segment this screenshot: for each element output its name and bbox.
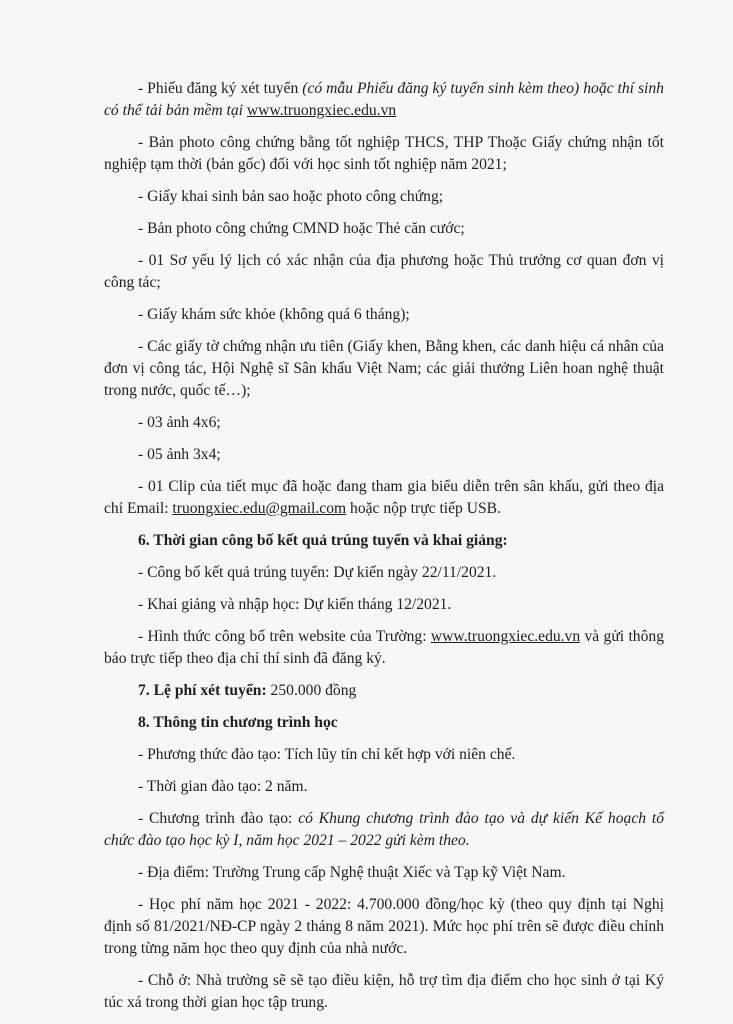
paragraph-priority-docs: - Các giấy tờ chứng nhận ưu tiên (Giấy khen, Bằng khen, các danh hiệu cá nhân của đơn vị công tác, Hội Nghệ sĩ Sân khấu Việt Nam; các giải thưởng Liên hoan nghệ thuật trong nước, quốc tế…); — [104, 338, 664, 399]
text-run: hoặc nộp trực tiếp USB. — [346, 500, 501, 517]
paragraph-photos-4x6: - 03 ảnh 4x6; — [138, 414, 221, 431]
paragraph-registration-form — [104, 78, 664, 122]
paragraph-tuition: - Học phí năm học 2021 - 2022: 4.700.000 đồng/học kỳ (theo quy định tại Nghị định số 81/2021/NĐ-CP ngày 2 tháng 8 năm 2021). Mức học phí trên sẽ được điều chỉnh trong từng năm học theo quy định của nhà nước. — [104, 896, 664, 957]
paragraph-id-card: - Bản photo công chứng CMND hoặc Thẻ căn cước; — [138, 220, 465, 237]
paragraph-training-method: - Phương thức đào tạo: Tích lũy tín chỉ kết hợp với niên chế. — [138, 746, 516, 763]
text-run: - Hình thức công bố trên website của Trường: — [138, 628, 431, 645]
paragraph-diploma-copy: - Bản photo công chứng bằng tốt nghiệp THCS, THP Thoặc Giấy chứng nhận tốt nghiệp tạm thời (bản gốc) đối với học sinh tốt nghiệp năm 2021; — [104, 134, 664, 173]
paragraph-training-duration: - Thời gian đào tạo: 2 năm. — [138, 778, 308, 795]
fee-value: 250.000 đồng — [266, 682, 357, 699]
text-run: và gửi thông báo trực tiếp theo địa chỉ thí sinh đã đăng ký. — [104, 628, 664, 667]
italic-text: (có mẫu Phiếu đăng ký tuyển sinh kèm theo) hoặc thí sinh có thể tải bản mềm tại — [104, 80, 664, 119]
heading-section-7 — [104, 680, 664, 702]
paragraph-accommodation: - Chỗ ở: Nhà trường sẽ sẽ tạo điều kiện, hỗ trợ tìm địa điểm cho học sinh ở tại Ký túc xá trong thời gian học tập trung. — [104, 972, 664, 1011]
text-run: - Chương trình đào tạo: — [138, 810, 299, 827]
paragraph-curriculum — [104, 808, 664, 852]
paragraph-resume: - 01 Sơ yếu lý lịch có xác nhận của địa phương hoặc Thủ trưởng cơ quan đơn vị công tác; — [104, 252, 664, 291]
paragraph-result-date: - Công bố kết quả trúng tuyển: Dự kiến ngày 22/11/2021. — [138, 564, 497, 581]
paragraph-opening-date: - Khai giảng và nhập học: Dự kiến tháng 12/2021. — [138, 596, 452, 613]
paragraph-clip — [104, 476, 664, 520]
email-link[interactable]: truongxiec.edu@gmail.com — [172, 500, 347, 517]
website-link[interactable]: www.truongxiec.edu.vn — [246, 102, 397, 119]
website-link[interactable]: www.truongxiec.edu.vn — [430, 628, 581, 645]
document-body — [104, 78, 664, 1014]
text-run: - Phiếu đăng ký xét tuyển — [138, 80, 303, 97]
paragraph-location: - Địa điểm: Trường Trung cấp Nghệ thuật Xiếc và Tạp kỹ Việt Nam. — [138, 864, 566, 881]
paragraph-birth-certificate: - Giấy khai sinh bản sao hoặc photo công chứng; — [138, 188, 444, 205]
text-run: - 01 Clip của tiết mục đã hoặc đang tham gia biểu diễn trên sân khấu, gửi theo địa chỉ Email: — [104, 478, 664, 517]
paragraph-health-check: - Giấy khám sức khỏe (không quá 6 tháng); — [138, 306, 410, 323]
heading-label: 7. Lệ phí xét tuyển: — [138, 682, 267, 699]
heading-section-6: 6. Thời gian công bố kết quả trúng tuyển và khai giảng: — [138, 532, 508, 549]
paragraph-photos-3x4: - 05 ảnh 3x4; — [138, 446, 221, 463]
italic-text: có Khung chương trình đào tạo và dự kiến Kế hoạch tổ chức đào tạo học kỳ I, năm học 2021 – 2022 gửi kèm theo. — [104, 810, 664, 849]
paragraph-announcement-method — [104, 626, 664, 670]
heading-section-8: 8. Thông tin chương trình học — [138, 714, 338, 731]
